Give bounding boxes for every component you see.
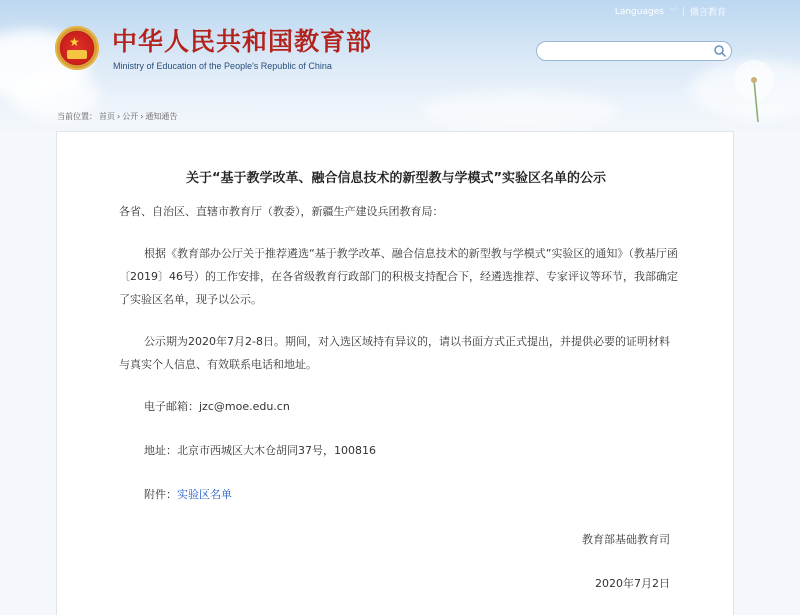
article-signature: 教育部基础教育司 [582, 533, 670, 546]
dandelion-decoration-icon [724, 52, 794, 122]
breadcrumb: 当前位置： 首页 › 公开 › 通知通告 [57, 112, 178, 121]
site-title[interactable]: 中华人民共和国教育部 [112, 27, 373, 56]
article-title: 关于“基于教学改革、融合信息技术的新型教与学模式”实验区名单的公示 [185, 171, 607, 186]
attachment [144, 484, 232, 506]
search-box [536, 41, 732, 61]
top-nav: Languages ﹀ | 微言教育 [614, 6, 726, 18]
search-input[interactable] [545, 44, 705, 58]
breadcrumb-public[interactable]: 公开 [122, 112, 139, 121]
article-paragraph: 根据《教育部办公厅关于推荐遴选“基于教学改革、融合信息技术的新型教与学模式”实验区的通知》（教基厅函〔2019〕46号）的工作安排，在各省级教育行政部门的积极支持配合下，经遴选推荐、专家评议等环节，我部确定了实验区名单，现予以公示。 [119, 247, 678, 306]
contact-email: 电子邮箱：jzc@moe.edu.cn [144, 400, 290, 413]
breadcrumb-notices[interactable]: 通知通告 [145, 112, 178, 121]
site-subtitle: Ministry of Education of the People's Republic of China [113, 61, 332, 71]
article-salutation: 各省、自治区、直辖市教育厅（教委），新疆生产建设兵团教育局： [119, 205, 444, 218]
article-panel [56, 131, 734, 615]
contact-address: 地址：北京市西城区大木仓胡同37号，100816 [144, 444, 376, 457]
breadcrumb-prefix: 当前位置： [57, 112, 97, 121]
attachment-link[interactable]: 实验区名单 [177, 488, 232, 501]
chevron-down-icon[interactable]: ﹀ [668, 7, 677, 16]
languages-link[interactable]: Languages [614, 6, 664, 17]
article-paragraph: 公示期为2020年7月2-8日。期间，对入选区域持有异议的，请以书面方式正式提出，并提供必要的证明材料与真实个人信息、有效联系电话和地址。 [119, 335, 670, 371]
article-date: 2020年7月2日 [595, 577, 670, 590]
breadcrumb-home[interactable]: 首页 [99, 112, 115, 121]
mobile-link[interactable]: 微言教育 [689, 8, 726, 18]
attachment-label: 附件： [144, 488, 177, 501]
national-emblem-icon: ★ [55, 26, 99, 70]
